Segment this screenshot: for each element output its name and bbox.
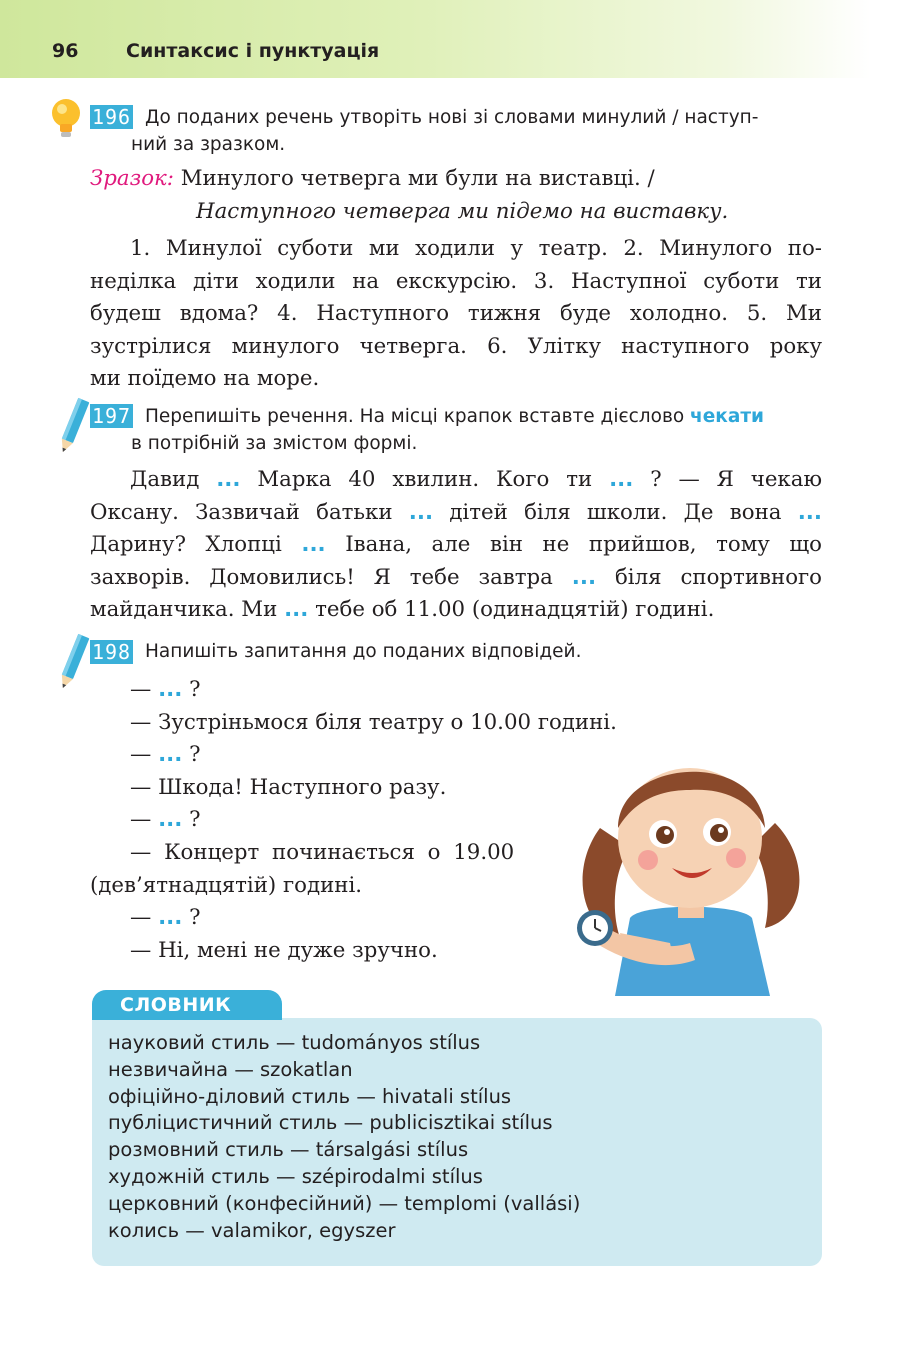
sample-line-2: Наступного четверга ми підемо на виставку. [196, 198, 729, 224]
text-line: 1. Минулої суботи ми ходили у театр. 2. Минулого по- [130, 236, 822, 261]
keyword-chekaty: чекати [690, 406, 765, 427]
task-number-196: 196 [91, 105, 132, 129]
blank-dots: ... [797, 499, 822, 525]
instruction-text: Перепишіть речення. На місці крапок вставте дієслово [145, 406, 691, 427]
header-band [0, 0, 907, 78]
text-line: Оксану. Зазвичай батьки ... дітей біля школи. Де вона ... [90, 499, 822, 525]
answer-line: — Концерт починається о 19.00 [130, 839, 515, 865]
vocabulary-item: церковний (конфесійний) — templomi (vallási) [108, 1191, 581, 1215]
vocabulary-title: СЛОВНИК [92, 990, 282, 1020]
vocabulary-item: колись — valamikor, egyszer [108, 1218, 396, 1242]
answer-line: (дев’ятнадцятій) годині. [90, 872, 363, 898]
task-196-text [90, 233, 822, 396]
text-line: Давид ... Марка 40 хвилин. Кого ти ... ? — Я чекаю [130, 467, 822, 492]
text-line: ми поїдемо на море. [90, 366, 320, 392]
vocabulary-item: розмовний стиль — társalgási stílus [108, 1138, 469, 1162]
instruction-line: До поданих речень утворіть нові зі словами минулий / наступ- [145, 107, 759, 128]
blank-dots: ... [216, 467, 241, 492]
blank-dots: ... [301, 532, 326, 558]
vocabulary-item: публіцистичний стиль — publicisztikai stílus [108, 1111, 553, 1135]
answer-line: — Зустріньмося біля театру о 10.00 годині. [130, 709, 617, 735]
text-line: будеш вдома? 4. Наступного тижня буде холодно. 5. Ми [90, 301, 822, 327]
question-line: — ... ? [130, 742, 201, 768]
question-line: — ... ? [130, 807, 201, 833]
girl-pointing-at-watch-icon [560, 728, 820, 996]
question-line: — ... ? [130, 677, 201, 702]
text-line: зустрілися минулого четверга. 6. Улітку наступного року [90, 333, 822, 359]
vocabulary-list [108, 1030, 580, 1244]
task-197-text [90, 464, 822, 627]
task-197-instruction [131, 403, 830, 457]
blank-dots: ... [609, 467, 634, 492]
question-line: — ... ? [130, 905, 201, 931]
text-line: Дарину? Хлопці ... Івана, але він не прийшов, тому що [90, 532, 822, 558]
blank-dots: ... [408, 499, 434, 525]
instruction-line: в потрібній за змістом формі. [131, 433, 418, 454]
vocabulary-item: незвичайна — szokatlan [108, 1057, 353, 1081]
sample-line-1: Минулого четверга ми були на виставці. / [173, 166, 655, 191]
section-title: Синтаксис і пунктуація [126, 40, 380, 62]
task-198-instruction: Напишіть запитання до поданих відповідей. [145, 641, 582, 662]
blank-dots: ... [158, 905, 183, 931]
lightbulb-icon [48, 96, 84, 140]
vocabulary-item: художній стиль — szépirodalmi stílus [108, 1164, 483, 1188]
text-line: неділка діти ходили на екскурсію. 3. Наступної суботи ти [90, 268, 822, 294]
task-198-dialogue [90, 674, 617, 967]
vocabulary-item: офіційно-діловий стиль — hivatali stílus [108, 1084, 512, 1108]
pencil-icon [56, 632, 90, 694]
vocabulary-item: науковий стиль — tudományos stílus [108, 1031, 481, 1054]
blank-dots: ... [158, 742, 183, 768]
answer-line: — Ні, мені не дуже зручно. [130, 937, 438, 963]
blank-dots: ... [571, 564, 597, 590]
instruction-line: ний за зразком. [131, 134, 286, 155]
blank-dots: ... [158, 807, 183, 833]
blank-dots: ... [284, 597, 309, 623]
blank-dots: ... [158, 677, 183, 702]
text-line: майданчика. Ми ... тебе об 11.00 (одинадцятій) годині. [90, 597, 715, 623]
pencil-icon [56, 396, 90, 458]
task-number-197: 197 [91, 404, 132, 428]
task-196-instruction [131, 104, 830, 158]
answer-line: — Шкода! Наступного разу. [130, 774, 447, 800]
task-number-198: 198 [91, 640, 132, 664]
sample-label: Зразок: [90, 166, 174, 191]
task-196-sample [90, 163, 728, 228]
page-number: 96 [52, 40, 79, 62]
text-line: захворів. Домовились! Я тебе завтра ... біля спортивного [90, 564, 822, 590]
